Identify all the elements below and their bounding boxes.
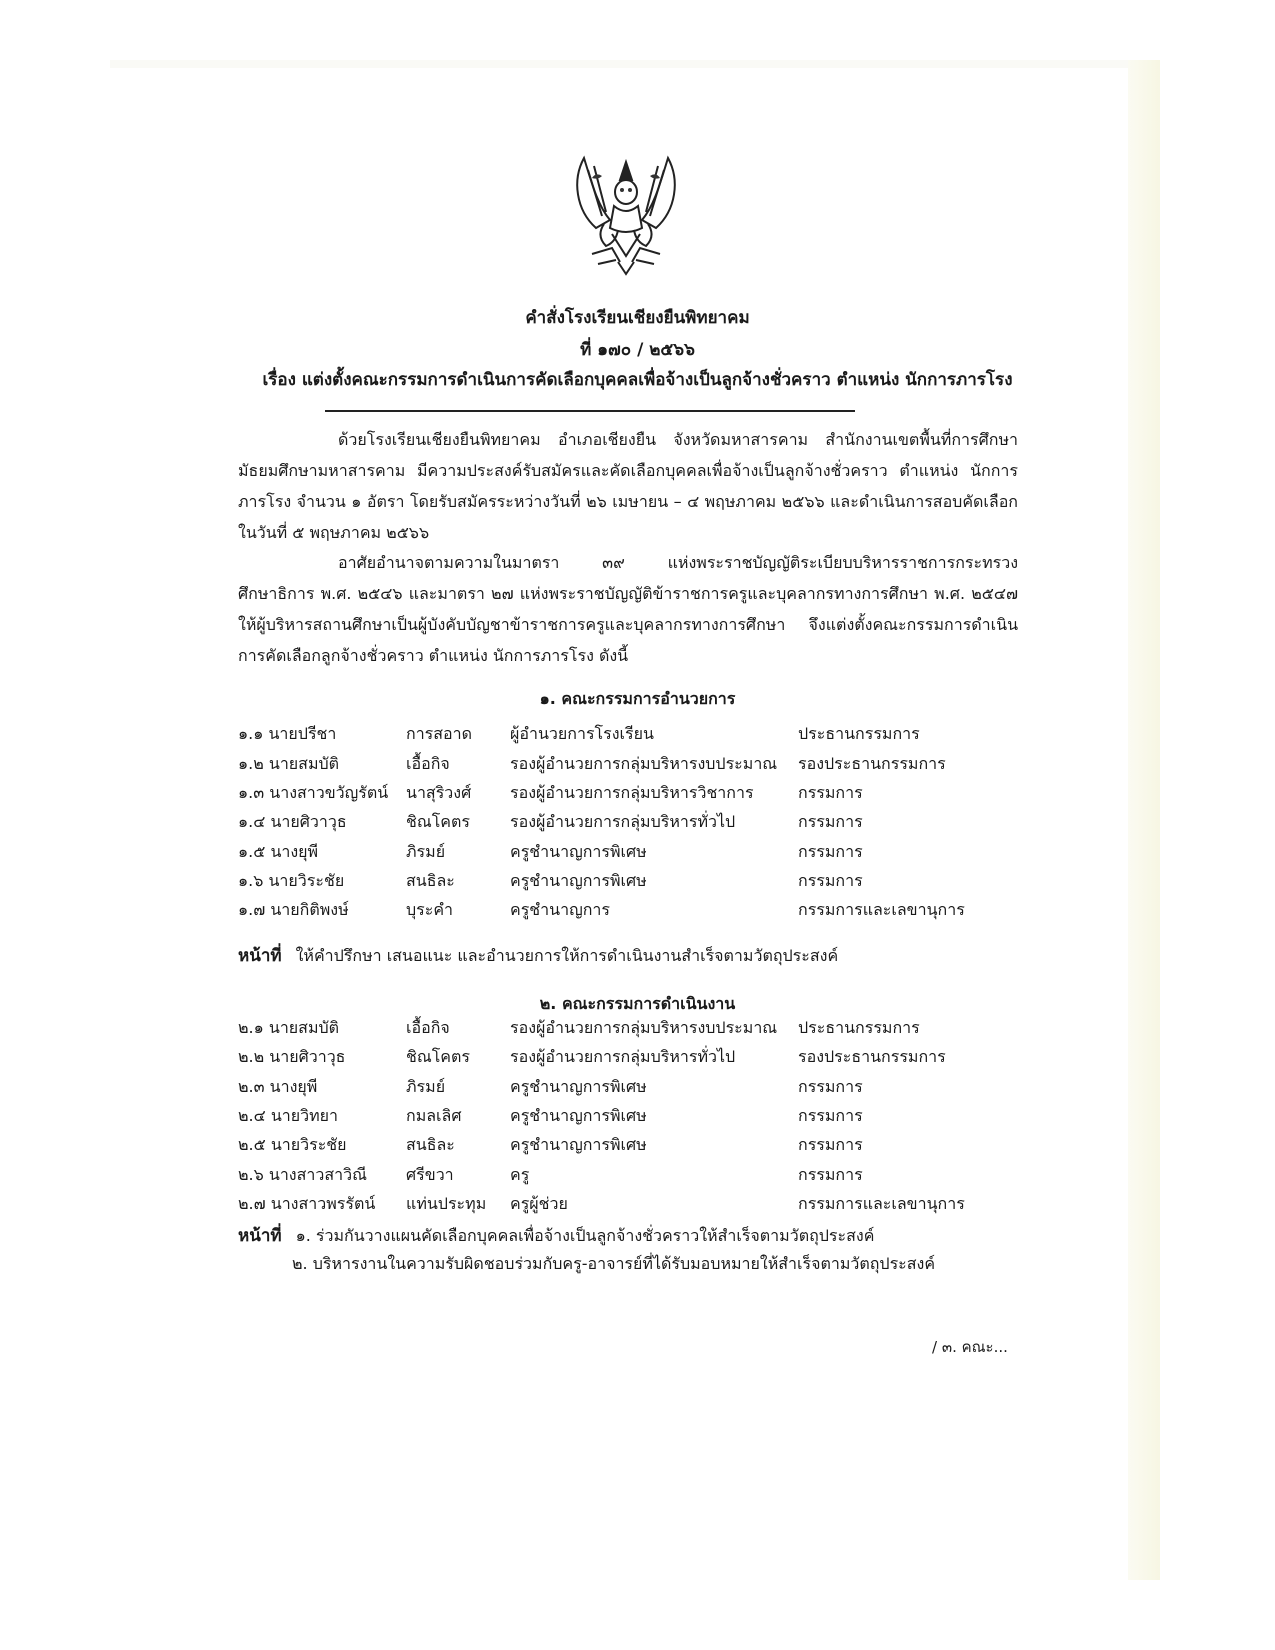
duty-label: หน้าที่	[238, 1226, 282, 1246]
member-surname: บุระคำ	[406, 900, 454, 919]
member-role: รองประธานกรรมการ	[798, 754, 946, 773]
member-position: ครู	[510, 1165, 530, 1184]
member-surname: ศรีขวา	[406, 1165, 454, 1184]
duty-label: หน้าที่	[238, 946, 282, 966]
member-surname: สนธิละ	[406, 1135, 455, 1154]
member-name: ๒.๓ นางยุพี	[238, 1077, 318, 1096]
member-position: รองผู้อำนวยการกลุ่มบริหารงบประมาณ	[510, 754, 778, 773]
member-role: กรรมการ	[798, 1135, 863, 1154]
member-name: ๑.๔ นายศิวาวุธ	[238, 812, 347, 831]
member-name: ๑.๕ นางยุพี	[238, 842, 319, 861]
duty-item: ๑. ร่วมกันวางแผนคัดเลือกบุคคลเพื่อจ้างเป็นลูกจ้างชั่วคราวให้สำเร็จตามวัตถุประสงค์	[295, 1226, 875, 1245]
member-position: รองผู้อำนวยการกลุ่มบริหารงบประมาณ	[510, 1018, 778, 1037]
member-surname: กมลเลิศ	[406, 1106, 462, 1125]
member-name: ๒.๔ นายวิทยา	[238, 1106, 339, 1125]
member-position: ครูผู้ช่วย	[510, 1194, 568, 1213]
member-role: กรรมการ	[798, 783, 863, 802]
order-subject: เรื่อง แต่งตั้งคณะกรรมการดำเนินการคัดเลือกบุคคลเพื่อจ้างเป็นลูกจ้างชั่วคราว ตำแหน่ง นักการภารโรง	[262, 370, 1013, 390]
member-position: ครูชำนาญการพิเศษ	[510, 842, 647, 861]
member-role: ประธานกรรมการ	[798, 1018, 920, 1037]
member-name: ๑.๒ นายสมบัติ	[238, 754, 340, 773]
member-position: รองผู้อำนวยการกลุ่มบริหารทั่วไป	[510, 1047, 736, 1066]
member-position: รองผู้อำนวยการกลุ่มบริหารวิชาการ	[510, 783, 754, 802]
committee1-duty	[238, 942, 838, 969]
duty-item: ๒. บริหารงานในความรับผิดชอบร่วมกับครู-อาจารย์ที่ได้รับมอบหมายให้สำเร็จตามวัตถุประสงค์	[292, 1254, 936, 1273]
member-surname: เอื้อกิจ	[406, 754, 450, 773]
committee2-title: ๒. คณะกรรมการดำเนินงาน	[539, 994, 736, 1013]
member-surname: แท่นประทุม	[406, 1194, 487, 1213]
divider	[325, 410, 855, 412]
member-name: ๑.๑ นายปรีชา	[238, 724, 337, 743]
member-role: กรรมการ	[798, 842, 863, 861]
member-name: ๑.๖ นายวิระชัย	[238, 871, 345, 890]
member-surname: ชิณโคตร	[406, 812, 470, 831]
member-position: ครูชำนาญการพิเศษ	[510, 1077, 647, 1096]
member-surname: การสอาด	[406, 724, 473, 743]
paragraph-authority-text: อาศัยอำนาจตามความในมาตรา ๓๙ แห่งพระราชบัญญัติระเบียบบริหารราชการกระทรวงศึกษาธิการ พ.ศ. ๒๕๔๖ และมาตรา ๒๗ แห่งพระราชบัญญัติข้าราชการครูและบุคลากรทางการศึกษา พ.ศ. ๒๕๔๗ ให้ผู้บริหารสถานศึกษาเป็นผู้บังคับบัญชาข้าราชการครูและบุคลากรทางการศึกษา จึงแต่งตั้งคณะกรรมการดำเนินการคัดเลือกลูกจ้างชั่วคราว ตำแหน่ง นักการภารโรง ดังนี้	[238, 553, 1018, 665]
member-role: กรรมการ	[798, 871, 863, 890]
member-name: ๒.๑ นายสมบัติ	[238, 1018, 340, 1037]
committee1-title: ๑. คณะกรรมการอำนวยการ	[539, 689, 736, 708]
committee2-duty	[238, 1222, 874, 1249]
member-name: ๒.๗ นางสาวพรรัตน์	[238, 1194, 376, 1213]
member-role: กรรมการ	[798, 1077, 863, 1096]
member-role: กรรมการและเลขานุการ	[798, 1194, 965, 1213]
member-name: ๑.๓ นางสาวขวัญรัตน์	[238, 783, 389, 802]
member-surname: ภิรมย์	[406, 842, 446, 861]
member-name: ๒.๕ นายวิระชัย	[238, 1135, 347, 1154]
page-continuation: / ๓. คณะ...	[932, 1338, 1008, 1356]
paragraph-intro-text: ด้วยโรงเรียนเชียงยืนพิทยาคม อำเภอเชียงยืน จังหวัดมหาสารคาม สำนักงานเขตพื้นที่การศึกษามัธยมศึกษามหาสารคาม มีความประสงค์รับสมัครและคัดเลือกบุคคลเพื่อจ้างเป็นลูกจ้างชั่วคราว ตำแหน่ง นักการภารโรง จำนวน ๑ อัตรา โดยรับสมัครระหว่างวันที่ ๒๖ เมษายน – ๔ พฤษภาคม ๒๕๖๖ และดำเนินการสอบคัดเลือก ในวันที่ ๕ พฤษภาคม ๒๕๖๖	[238, 430, 1018, 542]
member-surname: ภิรมย์	[406, 1077, 446, 1096]
member-role: กรรมการและเลขานุการ	[798, 900, 965, 919]
member-name: ๒.๒ นายศิวาวุธ	[238, 1047, 346, 1066]
order-title: คำสั่งโรงเรียนเชียงยืนพิทยาคม	[525, 308, 750, 328]
member-position: ผู้อำนวยการโรงเรียน	[510, 724, 654, 743]
member-position: ครูชำนาญการพิเศษ	[510, 871, 647, 890]
garuda-emblem-icon	[562, 150, 690, 280]
member-position: ครูชำนาญการพิเศษ	[510, 1106, 647, 1125]
member-role: ประธานกรรมการ	[798, 724, 920, 743]
member-surname: สนธิละ	[406, 871, 455, 890]
paper-edge	[1128, 60, 1160, 1580]
paragraph-authority	[238, 547, 1018, 671]
member-position: ครูชำนาญการพิเศษ	[510, 1135, 647, 1154]
member-role: กรรมการ	[798, 1106, 863, 1125]
member-position: รองผู้อำนวยการกลุ่มบริหารทั่วไป	[510, 812, 736, 831]
duty-text: ให้คำปรึกษา เสนอแนะ และอำนวยการให้การดำเนินงานสำเร็จตามวัตถุประสงค์	[295, 946, 839, 965]
member-role: รองประธานกรรมการ	[798, 1047, 946, 1066]
paper-edge	[110, 60, 1128, 68]
order-number: ที่ ๑๗๐ / ๒๕๖๖	[580, 340, 695, 360]
member-surname: นาสุริวงศ์	[406, 783, 472, 802]
member-name: ๒.๖ นางสาวสาวิณี	[238, 1165, 367, 1184]
member-surname: ชิณโคตร	[406, 1047, 470, 1066]
member-role: กรรมการ	[798, 812, 863, 831]
member-role: กรรมการ	[798, 1165, 863, 1184]
member-position: ครูชำนาญการ	[510, 900, 610, 919]
paragraph-intro	[238, 424, 1018, 548]
member-name: ๑.๗ นายกิติพงษ์	[238, 900, 349, 919]
member-surname: เอื้อกิจ	[406, 1018, 450, 1037]
